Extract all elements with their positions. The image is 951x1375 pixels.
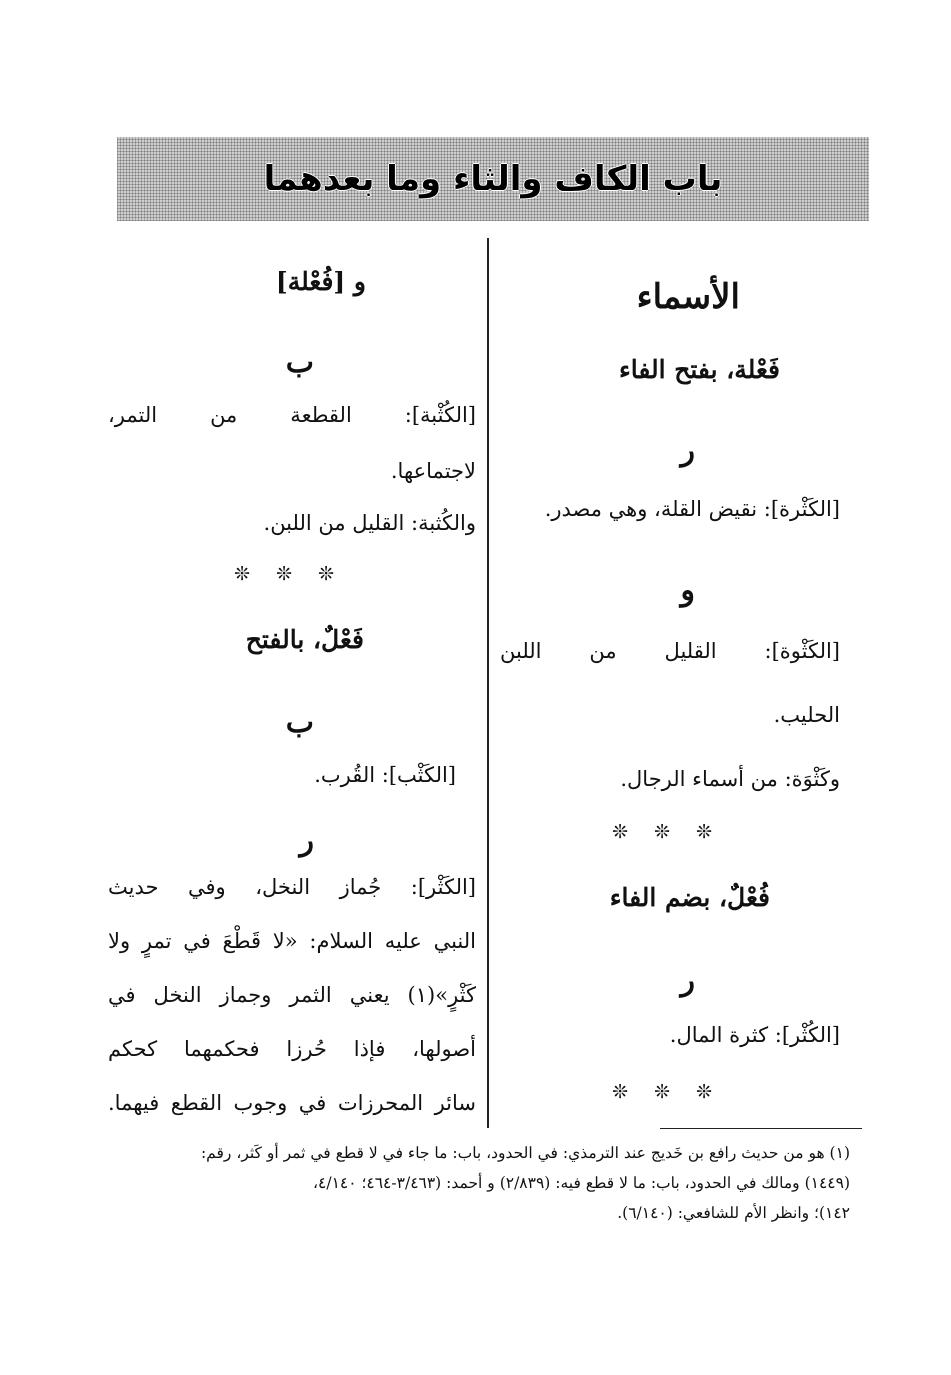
separator-stars: ❊ ❊ ❊ — [234, 563, 344, 585]
entry-text: سائر المحرزات في وجوب القطع فيهما. — [108, 1091, 476, 1115]
pattern-heading: فَعْلٌ، بالفتح — [245, 625, 364, 654]
chapter-banner — [117, 137, 869, 221]
pattern-heading: فُعْلٌ، بضم الفاء — [609, 883, 770, 912]
pattern-heading: و [فُعْلة] — [275, 267, 366, 296]
entry-text: والكُثبة: القليل من اللبن. — [263, 511, 476, 535]
root-letter: ب — [285, 705, 314, 740]
root-letter: ر — [680, 963, 695, 998]
footnote-line: (١) هو من حديث رافع بن خَديج عند الترمذي: في الحدود، باب: ما جاء في لا قطع في ثمر أو كَثر، رقم: — [200, 1144, 850, 1162]
footnote-rule — [660, 1128, 862, 1129]
entry-text: [الكَثْر]: جُماز النخل، وفي حديث — [108, 875, 476, 899]
entry-text: وكَثْوَة: من أسماء الرجال. — [620, 767, 840, 791]
footnote-line: ١٤٢)؛ وانظر الأم للشافعي: (٦/١٤٠). — [617, 1204, 850, 1222]
pattern-heading: فَعْلة، بفتح الفاء — [618, 355, 780, 384]
root-letter: ر — [299, 823, 314, 858]
root-letter: ر — [680, 433, 695, 468]
entry-text: [الكُثْبة]: القطعة من التمر، — [108, 403, 476, 427]
entry-text: [الكُثْر]: كثرة المال. — [669, 1023, 840, 1047]
footnotes — [110, 1138, 850, 1228]
entry-text: أصولها، فإذا حُرزا فحكمهما كحكم — [108, 1037, 476, 1061]
root-letter: و — [680, 573, 695, 608]
entry-text: الحليب. — [773, 703, 840, 727]
entry-text: النبي عليه السلام: «لا قَطْعَ في تمرٍ ولا — [108, 929, 476, 953]
entry-text: [الكَثْرة]: نقيض القلة، وهي مصدر. — [544, 497, 840, 521]
root-letter: ب — [285, 345, 314, 380]
section-title: الأسماء — [636, 277, 740, 317]
entry-text: لاجتماعها. — [390, 459, 476, 483]
entry-text: كَثْرٍ»(١) يعني الثمر وجماز النخل في — [108, 983, 476, 1007]
separator-stars: ❊ ❊ ❊ — [612, 821, 722, 843]
separator-stars: ❊ ❊ ❊ — [612, 1081, 722, 1103]
footnote-line: (١٤٤٩) ومالك في الحدود، باب: ما لا قطع فيه: (٢/٨٣٩) و أحمد: (٣/٤٦٣-٤٦٤؛ ٤/١٤٠، — [313, 1174, 850, 1192]
chapter-title: باب الكاف والثاء وما بعدهما — [263, 159, 723, 199]
entry-text: [الكَثْوة]: القليل من اللبن — [500, 639, 840, 663]
column-divider — [487, 238, 489, 1128]
entry-text: [الكَثْب]: القُرب. — [314, 763, 456, 787]
